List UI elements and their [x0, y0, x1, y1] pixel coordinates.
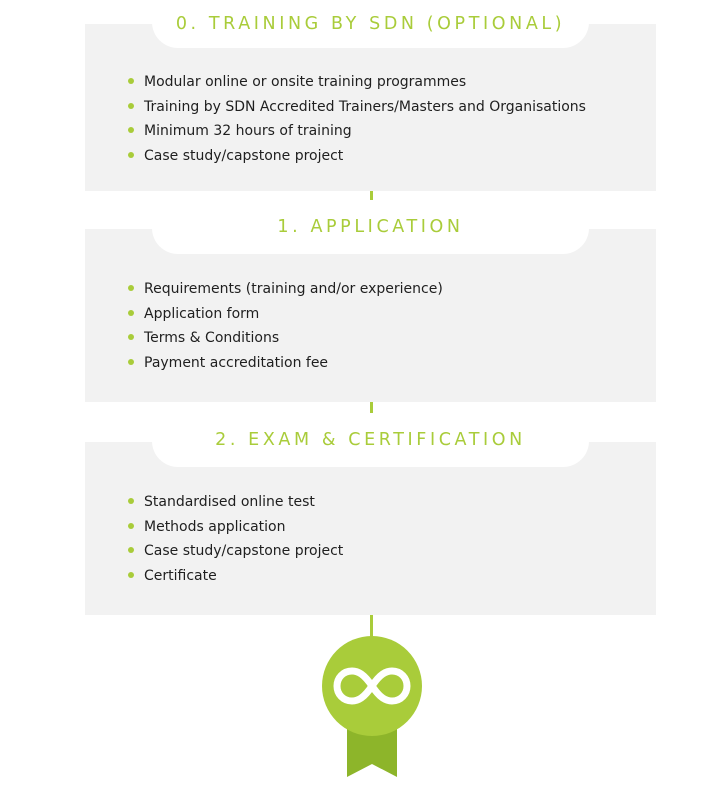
step-application-title: 1. APPLICATION — [277, 217, 464, 237]
step-application — [85, 217, 656, 402]
list-item: Payment accreditation fee — [128, 353, 443, 378]
list-item: Terms & Conditions — [128, 328, 443, 353]
list-item: Requirements (training and/or experience) — [128, 279, 443, 304]
step-application-list — [128, 279, 443, 377]
list-item: Certificate — [128, 566, 343, 591]
step-application-header — [152, 200, 589, 254]
list-item: Application form — [128, 304, 443, 329]
step-training — [85, 14, 656, 191]
step-training-header — [152, 0, 589, 48]
step-exam-list — [128, 492, 343, 590]
step-training-title: 0. TRAINING BY SDN (OPTIONAL) — [175, 14, 566, 34]
list-item: Methods application — [128, 517, 343, 542]
list-item: Case study/capstone project — [128, 541, 343, 566]
list-item: Case study/capstone project — [128, 146, 586, 171]
list-item: Minimum 32 hours of training — [128, 121, 586, 146]
connector-line — [370, 615, 373, 637]
step-training-list — [128, 72, 586, 170]
list-item: Standardised online test — [128, 492, 343, 517]
step-exam-certification — [85, 430, 656, 615]
list-item: Modular online or onsite training programmes — [128, 72, 586, 97]
certificate-badge-icon — [320, 636, 424, 778]
step-exam-header — [152, 413, 589, 467]
step-exam-title: 2. EXAM & CERTIFICATION — [215, 430, 526, 450]
list-item: Training by SDN Accredited Trainers/Masters and Organisations — [128, 97, 586, 122]
